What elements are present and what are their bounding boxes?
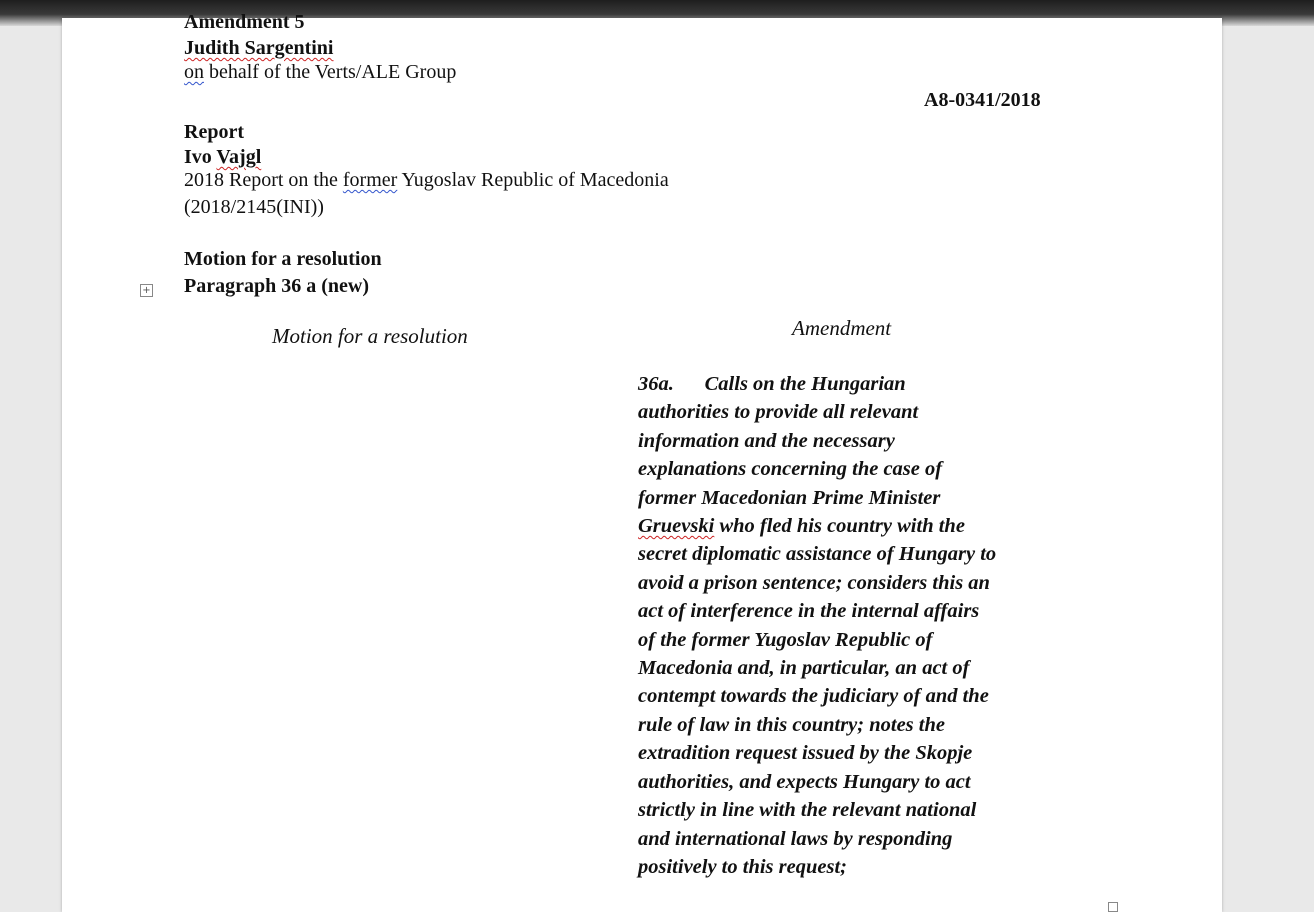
amendment-line: and international laws by responding xyxy=(638,827,953,850)
amendment-line: rule of law in this country; notes the xyxy=(638,713,945,736)
amendment-line xyxy=(638,512,1088,540)
report-title-flagged-word: former xyxy=(342,169,398,191)
amendment-line: 36a. Calls on the Hungarian xyxy=(638,373,906,395)
right-column-header: Amendment xyxy=(792,316,892,340)
amendment-line: explanations concerning the case of xyxy=(638,458,943,481)
report-title-start: 2018 Report on the xyxy=(184,169,343,191)
group-text: behalf of the Verts/ALE Group xyxy=(204,61,457,83)
amendment-line: authorities, and expects Hungary to act xyxy=(638,770,971,793)
report-title xyxy=(184,168,669,192)
amendment-number: Amendment 5 xyxy=(184,11,305,33)
amendment-line: information and the necessary xyxy=(638,429,895,452)
amendment-line: contempt towards the judiciary of and the xyxy=(638,685,989,708)
amendment-line: former Macedonian Prime Minister xyxy=(638,486,941,509)
group-line xyxy=(184,60,456,84)
motion-label: Motion for a resolution xyxy=(184,248,382,270)
paragraph-reference: Paragraph 36 a (new) xyxy=(184,275,369,297)
author-name-text: Judith Sargentini xyxy=(184,37,334,59)
document-page xyxy=(62,11,1222,912)
amendment-line: extradition request issued by the Skopje xyxy=(638,742,973,765)
author-name xyxy=(184,36,333,60)
report-title-end: Yugoslav Republic of Macedonia xyxy=(397,169,669,191)
amendment-line: of the former Yugoslav Republic of xyxy=(638,628,933,651)
rapporteur xyxy=(184,145,261,169)
cell-end-marker-icon xyxy=(1108,902,1118,912)
amendment-line: act of interference in the internal affairs xyxy=(638,600,980,623)
left-column-header: Motion for a resolution xyxy=(272,324,468,348)
procedure-number: (2018/2145(INI)) xyxy=(184,196,324,218)
amendment-line: strictly in line with the relevant national xyxy=(638,799,977,822)
on-word: on xyxy=(184,61,204,83)
move-handle-icon[interactable]: + xyxy=(140,284,153,297)
amendment-line-rest: who fled his country with the xyxy=(714,515,965,538)
amendment-line: Macedonia and, in particular, an act of xyxy=(638,657,970,680)
amendment-line: positively to this request; xyxy=(638,855,847,878)
amendment-line: secret diplomatic assistance of Hungary to xyxy=(638,543,997,566)
document-reference: A8-0341/2018 xyxy=(924,89,1041,111)
report-label: Report xyxy=(184,121,244,143)
amendment-text xyxy=(638,370,1088,881)
amendment-line: authorities to provide all relevant xyxy=(638,401,919,424)
rapporteur-last-name: Vajgl xyxy=(216,146,262,168)
gruevski-name: Gruevski xyxy=(638,515,715,538)
amendment-line: avoid a prison sentence; considers this an xyxy=(638,571,990,594)
rapporteur-first-name: Ivo xyxy=(184,146,217,168)
